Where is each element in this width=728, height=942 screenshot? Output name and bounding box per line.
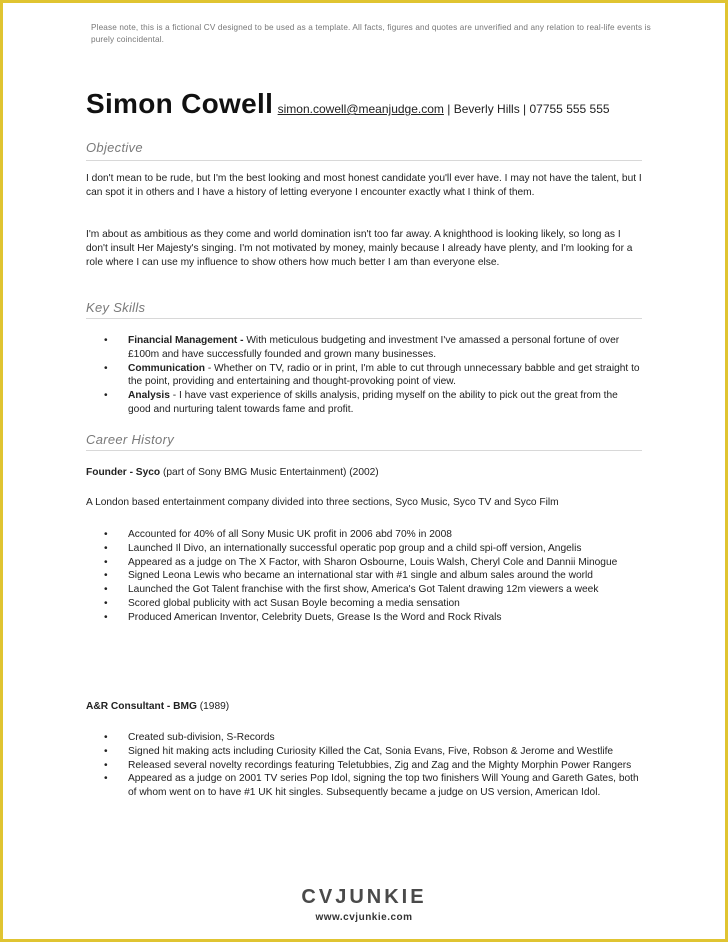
list-item: • Appeared as a judge on The X Factor, with Sharon Osbourne, Louis Walsh, Cheryl Cole and Dannii Minogue — [86, 556, 642, 570]
career-history-divider — [86, 450, 642, 451]
key-skills-list — [86, 334, 642, 417]
objective-paragraph-1: I don't mean to be rude, but I'm the best looking and most honest candidate you'll ever have. I may not have the talent, but I can spot it in others and I have a history of letting everyone I encounter exactly what I think of them. — [86, 173, 642, 198]
skill-text: - Whether on TV, radio or in print, I'm able to cut through unnecessary babble and get straight to the point, providing and entertaining and thought-provoking point of view. — [128, 362, 640, 388]
skill-item — [86, 389, 642, 417]
syco-achievements-list — [86, 528, 642, 625]
list-item: • Produced American Inventor, Celebrity Duets, Grease Is the Word and Rock Rivals — [86, 611, 642, 625]
list-item: • Appeared as a judge on 2001 TV series Pop Idol, signing the top two finishers Will Young and Gareth Gates, both of whom went on to have #1 UK hit singles. Subsequently became a judge on US version, American Idol. — [86, 772, 642, 800]
disclaimer-notice: Please note, this is a fictional CV designed to be used as a template. All facts, figures and quotes are unverified and any relation to real-life events is purely coincidental. — [91, 23, 651, 44]
location-phone: | Beverly Hills | 07755 555 555 — [443, 102, 610, 116]
skill-item — [86, 362, 642, 390]
candidate-name: Simon Cowell — [86, 88, 274, 119]
objective-divider — [86, 160, 642, 161]
objective-paragraph-2: I'm about as ambitious as they come and world domination isn't too far away. A knighthood is looking likely, so long as I don't insult Her Majesty's singing. I'm not motivated by money, mainly because I already have plenty, and I'm looking for a role where I can use my influence to show others how much better I am than everyone else. — [86, 229, 633, 268]
bmg-achievements-list — [86, 731, 642, 800]
cvjunkie-logo: CVJUNKIE — [301, 886, 427, 908]
list-item: • Signed Leona Lewis who became an international star with #1 single and album sales around the world — [86, 569, 642, 583]
job-role: A&R Consultant - BMG — [86, 701, 197, 712]
key-skills-divider — [86, 318, 642, 319]
job-detail: (1989) — [196, 701, 230, 712]
list-item: • Accounted for 40% of all Sony Music UK profit in 2006 abd 70% in 2008 — [86, 528, 642, 542]
job-detail: (part of Sony BMG Music Entertainment) (2002) — [160, 467, 379, 478]
skill-item — [86, 334, 642, 362]
list-item: • Scored global publicity with act Susan Boyle becoming a media sensation — [86, 597, 642, 611]
list-item: • Launched Il Divo, an internationally successful operatic pop group and a child spi-off version, Angelis — [86, 542, 642, 556]
job-title-syco — [86, 466, 642, 480]
email-link[interactable]: simon.cowell@meanjudge.com — [277, 102, 444, 116]
job-title-bmg — [86, 700, 642, 714]
contact-line — [278, 102, 610, 116]
job-role: Founder - Syco — [86, 467, 161, 478]
list-item: • Created sub-division, S-Records — [86, 731, 642, 745]
skill-label: Financial Management - — [128, 335, 244, 346]
objective-heading: Objective — [86, 140, 143, 155]
skill-label: Analysis — [128, 390, 170, 402]
skill-text: - I have vast experience of skills analysis, priding myself on the ability to pick out the great from the good and nurturing talent towards fame and profit. — [128, 390, 618, 415]
skill-text: With meticulous budgeting and investment I've amassed a personal fortune of over £100m and have successfully founded and grown many businesses. — [128, 335, 620, 360]
skill-label: Communication — [128, 362, 205, 374]
cv-header — [86, 88, 646, 120]
list-item: • Released several novelty recordings featuring Teletubbies, Zig and Zag and the Mighty Morphin Power Rangers — [86, 759, 642, 773]
key-skills-heading: Key Skills — [86, 300, 146, 315]
footer-url[interactable]: www.cvjunkie.com — [315, 912, 413, 923]
list-item: • Launched the Got Talent franchise with the first show, America's Got Talent drawing 12m viewers a week — [86, 583, 642, 597]
list-item: • Signed hit making acts including Curiosity Killed the Cat, Sonia Evans, Five, Robson & Jerome and Westlife — [86, 745, 642, 759]
career-history-heading: Career History — [86, 432, 174, 447]
job-description-syco: A London based entertainment company divided into three sections, Syco Music, Syco TV and Syco Film — [86, 497, 559, 508]
